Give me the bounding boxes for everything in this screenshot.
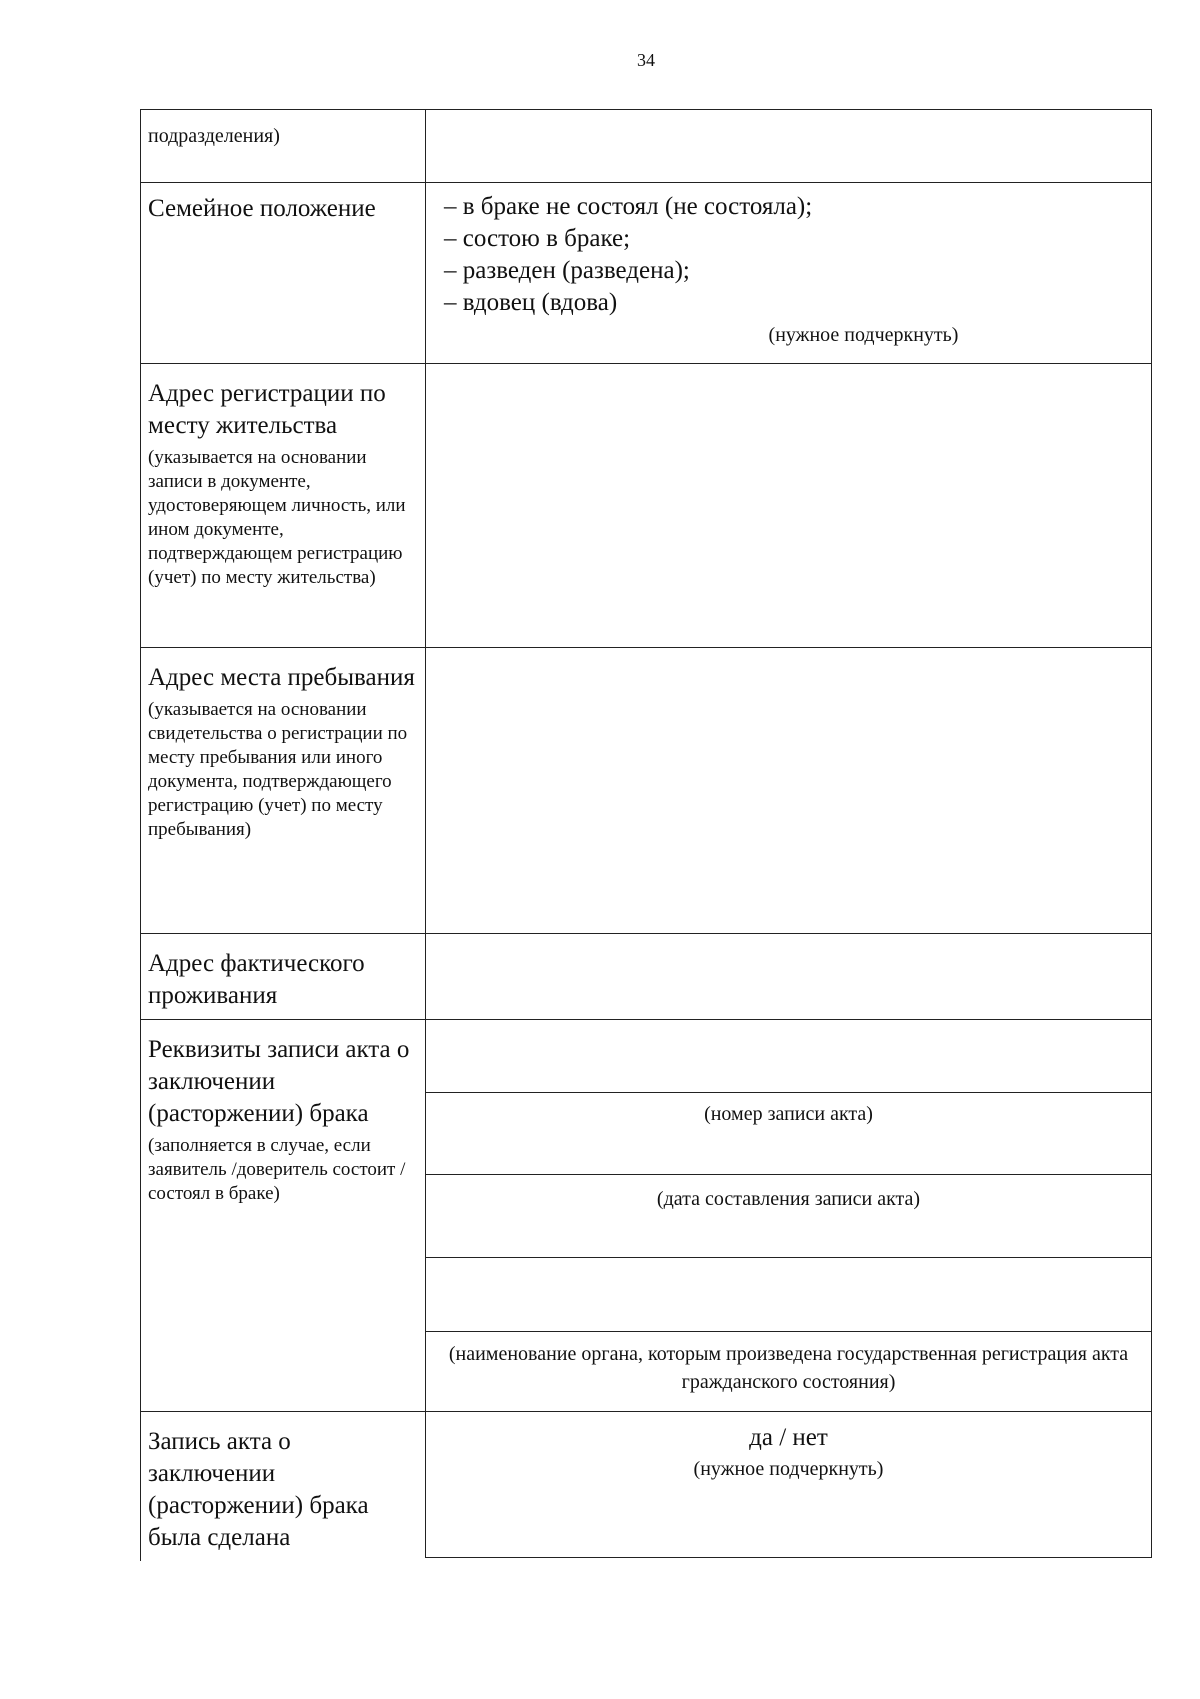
row-label-continuation xyxy=(140,109,425,182)
table-bottom-line xyxy=(425,1557,1152,1558)
row-value-marriage-record xyxy=(425,1019,1152,1411)
row-label-registration-address xyxy=(140,363,425,647)
record-number-line xyxy=(426,1092,1151,1093)
marriage-record-label: Реквизиты записи акта о заключении (расторжении) брака xyxy=(148,1036,410,1127)
marriage-record-note: (заполняется в случае, если заявитель /доверитель состоит / состоял в браке) xyxy=(148,1135,406,1204)
row-label-stay-address xyxy=(140,647,425,933)
row-value-continuation[interactable] xyxy=(425,109,1152,182)
registry-office-line xyxy=(426,1331,1151,1332)
stay-address-note: (указывается на основании свидетельства о регистрации по месту пребывания или иного документа, подтверждающего регистрацию (учет) по месту пребывания) xyxy=(148,699,408,840)
registration-address-label: Адрес регистрации по месту жительства xyxy=(148,380,386,439)
row-label-text: подразделения) xyxy=(148,125,280,147)
registration-address-note: (указывается на основании записи в документе, удостоверяющем личность, или ином документе, подтверждающем регистрацию (учет) по месту жительства) xyxy=(148,447,406,588)
record-made-note: (нужное подчеркнуть) xyxy=(693,1458,884,1480)
record-date-line xyxy=(426,1174,1151,1175)
record-number-caption: (номер записи акта) xyxy=(704,1103,873,1125)
row-value-actual-address[interactable] xyxy=(425,933,1152,1019)
actual-address-label: Адрес фактического проживания xyxy=(148,950,365,1009)
marital-option-4[interactable]: – вдовец (вдова) xyxy=(444,289,618,316)
row-value-stay-address[interactable] xyxy=(425,647,1152,933)
page-number: 34 xyxy=(637,50,655,70)
stay-address-label: Адрес места пребывания xyxy=(148,664,415,691)
separator-line xyxy=(426,1257,1151,1258)
record-made-value[interactable]: да / нет xyxy=(749,1424,828,1451)
row-value-registration-address[interactable] xyxy=(425,363,1152,647)
marital-status-label: Семейное положение xyxy=(148,195,376,222)
row-label-record-made xyxy=(140,1411,425,1561)
marital-option-1[interactable]: – в браке не состоял (не состояла); xyxy=(444,193,813,220)
marital-option-3[interactable]: – разведен (разведена); xyxy=(444,257,690,284)
record-made-label: Запись акта о заключении (расторжении) брака была сделана xyxy=(148,1428,369,1551)
row-label-marital-status xyxy=(140,182,425,363)
row-label-actual-address xyxy=(140,933,425,1019)
registry-office-caption: (наименование органа, которым произведена государственная регистрация акта гражданского состояния) xyxy=(448,1343,1129,1393)
row-value-record-made[interactable] xyxy=(425,1411,1152,1557)
form-table xyxy=(140,109,1152,1561)
row-value-marital-status[interactable] xyxy=(425,182,1152,363)
marital-option-2[interactable]: – состою в браке; xyxy=(444,225,631,252)
record-date-caption: (дата составления записи акта) xyxy=(656,1188,921,1210)
marital-status-note: (нужное подчеркнуть) xyxy=(768,324,959,346)
row-label-marriage-record xyxy=(140,1019,425,1411)
